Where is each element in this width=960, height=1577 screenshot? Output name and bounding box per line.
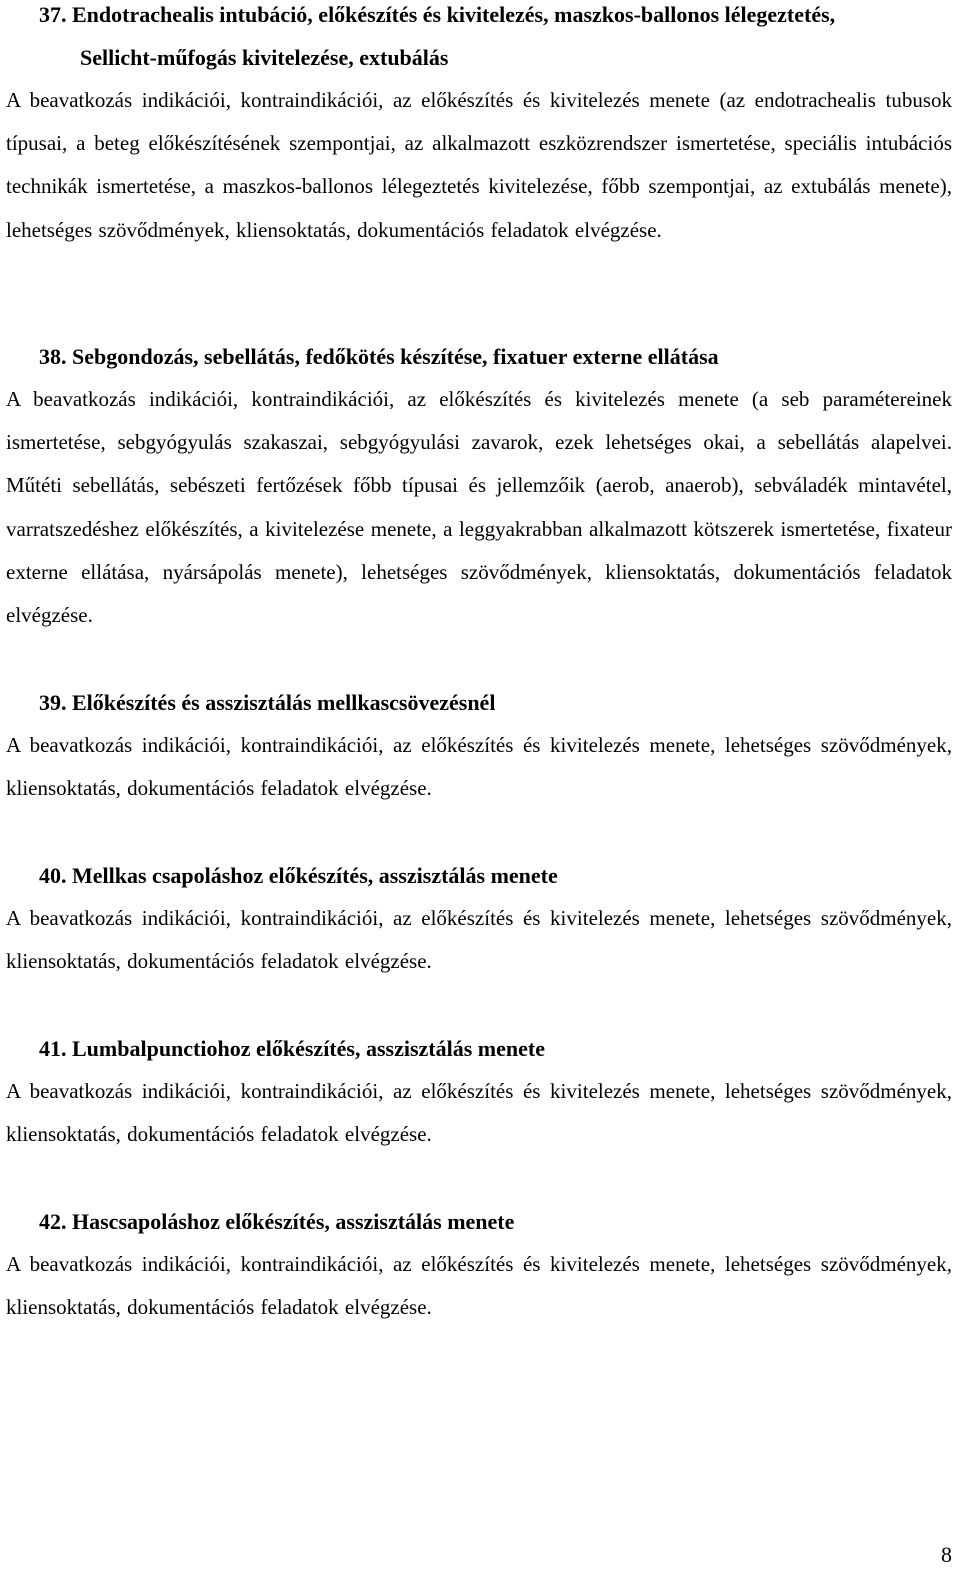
- section-body: A beavatkozás indikációi, kontraindikációi, az előkészítés és kivitelezés menete (a seb paramétereinek ismertetése, sebgyógyulás szakaszai, sebgyógyulási zavarok, ezek lehetséges okai, a sebellátás alapelvei. Műtéti sebellátás, sebészeti fertőzések főbb típusai és jellemzőik (aerob, anaerob), sebváladék mintavétel, varratszedéshez előkészítés, a kivitelezése menete, a leggyakrabban alkalmazott kötszerek ismertetése, fixateur externe ellátása, nyársápolás menete), lehetséges szövődmények, kliensoktatás, dokumentációs feladatok elvégzése.: [6, 387, 952, 628]
- section-number: 37.: [39, 2, 67, 27]
- section-number: 40.: [39, 863, 67, 888]
- section-body: A beavatkozás indikációi, kontraindikációi, az előkészítés és kivitelezés menete, lehetséges szövődmények, kliensoktatás, dokumentációs feladatok elvégzése.: [6, 733, 952, 801]
- section-heading: [6, 1200, 952, 1243]
- section-41: [6, 1027, 952, 1156]
- section-heading: [6, 854, 952, 897]
- section-number: 41.: [39, 1036, 67, 1061]
- section-body: A beavatkozás indikációi, kontraindikációi, az előkészítés és kivitelezés menete, lehetséges szövődmények, kliensoktatás, dokumentációs feladatok elvégzése.: [6, 1079, 952, 1147]
- section-title: Lumbalpunctiohoz előkészítés, asszisztálás menete: [72, 1036, 545, 1061]
- section-number: 38.: [39, 344, 67, 369]
- section-title: Mellkas csapoláshoz előkészítés, asszisztálás menete: [72, 863, 558, 888]
- page-number: 8: [941, 1542, 952, 1567]
- section-42: [6, 1200, 952, 1329]
- section-body: A beavatkozás indikációi, kontraindikációi, az előkészítés és kivitelezés menete, lehetséges szövődmények, kliensoktatás, dokumentációs feladatok elvégzése.: [6, 906, 952, 974]
- section-39: [6, 681, 952, 810]
- section-body: A beavatkozás indikációi, kontraindikációi, az előkészítés és kivitelezés menete (az endotrachealis tubusok típusai, a beteg előkészítésének szempontjai, az alkalmazott eszközrendszer ismertetése, speciális intubációs technikák ismertetése, a maszkos-ballonos lélegeztetés kivitelezése, főbb szempontjai, az extubálás menete), lehetséges szövődmények, kliensoktatás, dokumentációs feladatok elvégzése.: [6, 88, 952, 242]
- section-heading: [6, 0, 952, 79]
- section-heading: [6, 1027, 952, 1070]
- section-body: A beavatkozás indikációi, kontraindikációi, az előkészítés és kivitelezés menete, lehetséges szövődmények, kliensoktatás, dokumentációs feladatok elvégzése.: [6, 1252, 952, 1320]
- section-heading: [6, 335, 952, 378]
- section-title: Előkészítés és asszisztálás mellkascsövezésnél: [72, 690, 496, 715]
- section-heading: [6, 681, 952, 724]
- section-title: Endotrachealis intubáció, előkészítés és kivitelezés, maszkos-ballonos lélegeztetés,: [72, 2, 836, 27]
- section-title-continued: Sellicht-műfogás kivitelezése, extubálás: [80, 45, 449, 70]
- section-number: 42.: [39, 1209, 67, 1234]
- section-38: [6, 335, 952, 637]
- section-number: 39.: [39, 690, 67, 715]
- section-37: [6, 0, 952, 252]
- section-title: Sebgondozás, sebellátás, fedőkötés készítése, fixatuer externe ellátása: [72, 344, 719, 369]
- section-title: Hascsapoláshoz előkészítés, asszisztálás menete: [72, 1209, 515, 1234]
- section-40: [6, 854, 952, 983]
